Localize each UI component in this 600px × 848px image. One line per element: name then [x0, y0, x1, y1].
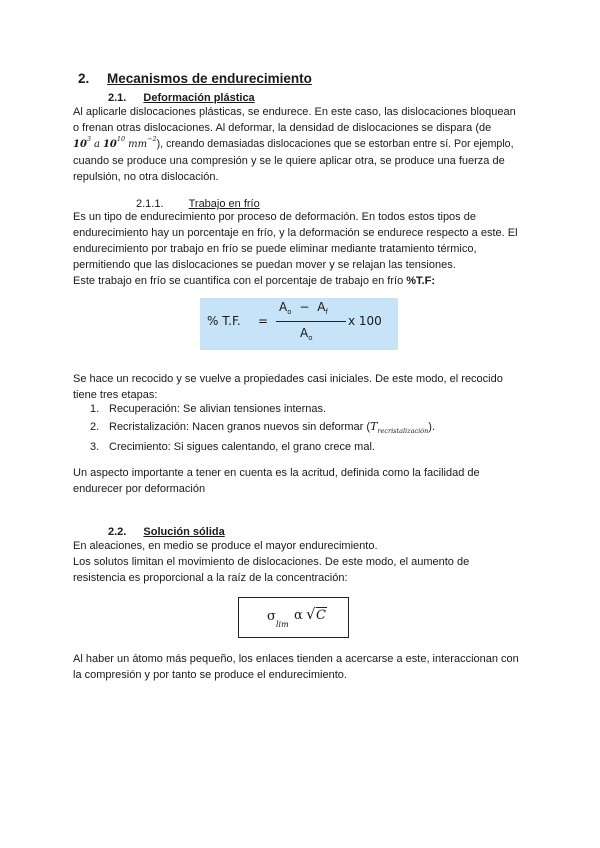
sigma-sub: lim: [276, 620, 289, 629]
math-exponent: 10: [116, 134, 126, 143]
math-base: 10: [102, 138, 117, 150]
paragraph-deformacion: [73, 105, 526, 186]
text-line: o frenan otras dislocaciones. Al deformar, la densidad de dislocaciones se dispara (de: [73, 121, 492, 134]
subsection-2-1-heading: [108, 92, 255, 104]
text-line: Un aspecto importante a tener en cuenta es la acritud, definida como la facilidad de: [73, 467, 480, 479]
sigma-symbol: σ: [267, 609, 276, 624]
subsubsection-2-1-1-heading: [136, 198, 260, 210]
formula-sigma: [238, 597, 349, 638]
list-item: 1. Recuperación: Se alivian tensiones internas.: [90, 403, 327, 415]
math-base: 10: [73, 138, 87, 150]
subsection-2-2-heading: [108, 526, 225, 538]
section-number: 2.: [78, 71, 90, 86]
text-line: En aleaciones, en medio se produce el mayor endurecimiento.: [73, 540, 378, 552]
text-line: Los solutos limitan el movimiento de dislocaciones. De este modo, el aumento de: [73, 555, 470, 568]
text-line: Este trabajo en frío se cuantifica con el porcentaje de trabajo en frío %T.F:: [73, 274, 435, 287]
alpha-symbol: α: [294, 608, 303, 623]
section-2-heading: [78, 71, 312, 86]
concentration-c: C: [316, 608, 326, 623]
subsection-number: 2.2.: [108, 526, 127, 538]
text-line: endurecimiento hay un porcentaje en frío, y la deformación se endurece respecto a este. El: [73, 226, 518, 239]
math-a: a: [94, 138, 100, 150]
formula-equals: =: [258, 314, 269, 328]
section-title: Mecanismos de endurecimiento: [107, 71, 312, 86]
text-line: permitiendo que las dislocaciones se puedan mover y se relajan las tensiones.: [73, 258, 456, 271]
text-line: tiene tres etapas:: [73, 388, 158, 401]
math-unit-exponent: −2: [147, 134, 157, 143]
fraction-bar: [276, 321, 346, 322]
paragraph-solucion-solida: [73, 539, 526, 587]
paragraph-trabajo-frio: [73, 210, 526, 290]
text-line: resistencia es proporcional a la raíz de la concentración:: [73, 571, 348, 584]
formula-tf: [200, 298, 398, 350]
paragraph-recocido: [73, 372, 526, 404]
subsection-title: Deformación plástica: [143, 92, 255, 104]
text-line: Al aplicarle dislocaciones plásticas, se endurece. En este caso, las dislocaciones bloquean: [73, 106, 516, 118]
math-unit: mm: [128, 138, 148, 150]
math-t: T: [370, 419, 378, 433]
text-line: repulsión, no otra dislocación.: [73, 170, 219, 183]
subsection-title: Solución sólida: [143, 526, 225, 538]
subsubsection-title: Trabajo en frío: [188, 198, 260, 210]
text-line: endurecimiento por trabajo en frío se puede eliminar mediante tratamiento térmico,: [73, 242, 477, 255]
steps-list: [90, 402, 530, 456]
math-exponent: 3: [86, 134, 92, 143]
text-line: Al haber un átomo más pequeño, los enlaces tienden a acercarse a este, interaccionan con: [73, 653, 519, 665]
text-line: la compresión y por tanto se produce el endurecimiento.: [73, 668, 347, 681]
formula-denominator: $A_o$: [300, 326, 313, 342]
paragraph-acritud: [73, 466, 526, 498]
subsubsection-number: 2.1.1.: [136, 198, 164, 210]
formula-times: x 100: [348, 314, 382, 328]
paragraph-closing: [73, 652, 526, 684]
formula-lhs: % T.F.: [207, 314, 241, 328]
math-t-sub: recristalización: [377, 426, 429, 435]
text-line-rest: ), creando demasiadas dislocaciones que se estorban entre sí. Por ejemplo,: [156, 137, 514, 150]
text-line: cuando se produce una compresión y se le quiere aplicar otra, se produce una fuerza de: [73, 154, 505, 167]
sqrt-symbol: √: [306, 605, 316, 623]
tf-label: %T.F:: [406, 274, 435, 287]
text-line: endurecer por deformación: [73, 482, 206, 495]
text-line: Es un tipo de endurecimiento por proceso de deformación. En todos estos tipos de: [73, 211, 476, 223]
list-item: 3. Crecimiento: Si sigues calentando, el grano crece mal.: [90, 440, 375, 453]
list-item: 2. Recristalización: Nacen granos nuevos sin deformar $(T_{recristalización})$.: [90, 419, 436, 435]
text-line-math: [73, 134, 526, 154]
subsection-number: 2.1.: [108, 92, 127, 104]
formula-numerator: $A_o - A_f$: [279, 300, 328, 316]
text-line: Se hace un recocido y se vuelve a propiedades casi iniciales. De este modo, el recocido: [73, 373, 503, 385]
